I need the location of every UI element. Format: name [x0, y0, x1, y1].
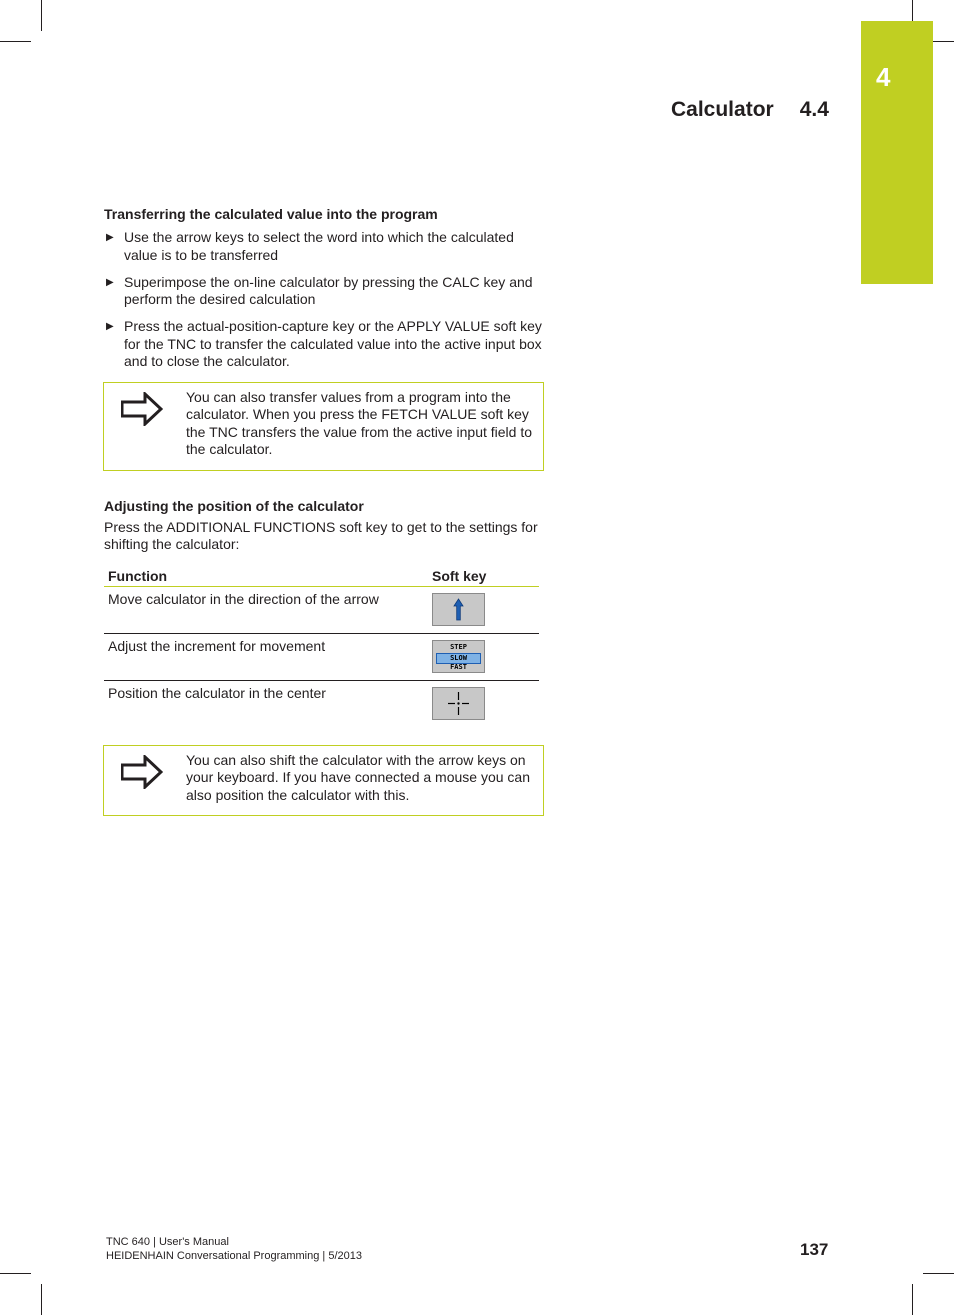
step-text: Use the arrow keys to select the word into which the calculated value is to be transferred	[124, 229, 514, 263]
triangle-bullet-icon: ▶	[106, 232, 114, 243]
move-softkey[interactable]	[432, 593, 485, 626]
step-text: Press the actual-position-capture key or the APPLY VALUE soft key for the TNC to transfer the calculated value into the active input box and to close the calculator.	[124, 318, 542, 369]
note-text: You can also transfer values from a program into the calculator. When you press the FETCH VALUE soft key the TNC transfers the value from the active input field to the calculator.	[186, 388, 533, 457]
up-arrow-icon	[433, 594, 484, 625]
table-header-row	[104, 564, 539, 587]
note-arrow-icon	[121, 392, 163, 426]
note-icon-cell	[104, 383, 186, 470]
center-crosshair-icon	[433, 688, 484, 719]
footer	[106, 1235, 362, 1263]
fast-label: FAST	[450, 662, 467, 671]
increment-softkey[interactable]	[432, 640, 485, 673]
transfer-steps	[104, 229, 544, 371]
function-cell: Move calculator in the direction of the arrow	[104, 586, 428, 633]
step-item	[104, 274, 544, 309]
chapter-number: 4	[876, 62, 891, 92]
note-arrow-icon	[121, 755, 163, 789]
note-icon-cell	[104, 746, 186, 815]
function-cell: Position the calculator in the center	[108, 684, 326, 701]
crop-mark	[923, 1273, 954, 1274]
table-row	[104, 633, 539, 680]
note-text: You can also shift the calculator with the arrow keys on your keyboard. If you have connected a mouse you can also position the calculator with this.	[186, 751, 530, 803]
softkey-cell	[428, 633, 539, 680]
chapter-tab	[861, 21, 933, 284]
step-item	[104, 229, 544, 264]
column-header-function: Function	[104, 564, 428, 587]
section-title: Calculator	[671, 98, 774, 121]
step-text: Superimpose the on-line calculator by pressing the CALC key and perform the desired calculation	[124, 273, 533, 307]
note-box	[103, 745, 544, 816]
center-softkey[interactable]	[432, 687, 485, 720]
slow-label: SLOW	[436, 653, 481, 664]
transfer-heading: Transferring the calculated value into the program	[104, 206, 438, 222]
table-row	[104, 586, 539, 633]
running-head	[671, 98, 829, 122]
function-cell: Adjust the increment for movement	[104, 633, 428, 680]
footer-line2: HEIDENHAIN Conversational Programming | 5/2013	[106, 1250, 362, 1262]
softkey-cell	[428, 680, 539, 727]
table-row	[104, 680, 539, 727]
crop-mark	[0, 41, 31, 42]
note-box	[103, 382, 544, 471]
adjust-heading: Adjusting the position of the calculator	[104, 497, 364, 514]
crop-mark	[41, 0, 42, 31]
adjust-intro: Press the ADDITIONAL FUNCTIONS soft key to get to the settings for shifting the calculator:	[104, 518, 538, 552]
section-number: 4.4	[799, 98, 829, 121]
footer-line1: TNC 640 | User's Manual	[106, 1236, 229, 1248]
step-item	[104, 318, 544, 371]
triangle-bullet-icon: ▶	[106, 321, 114, 332]
main-content	[104, 205, 544, 816]
crop-mark	[912, 0, 913, 21]
step-label: STEP	[450, 642, 467, 651]
triangle-bullet-icon: ▶	[106, 276, 114, 288]
softkey-cell	[428, 586, 539, 633]
column-header-softkey: Soft key	[428, 564, 539, 587]
crop-mark	[0, 1273, 31, 1274]
crop-mark	[41, 1284, 42, 1315]
crop-mark	[912, 1284, 913, 1315]
page-number: 137	[800, 1240, 829, 1259]
function-table	[104, 564, 539, 727]
